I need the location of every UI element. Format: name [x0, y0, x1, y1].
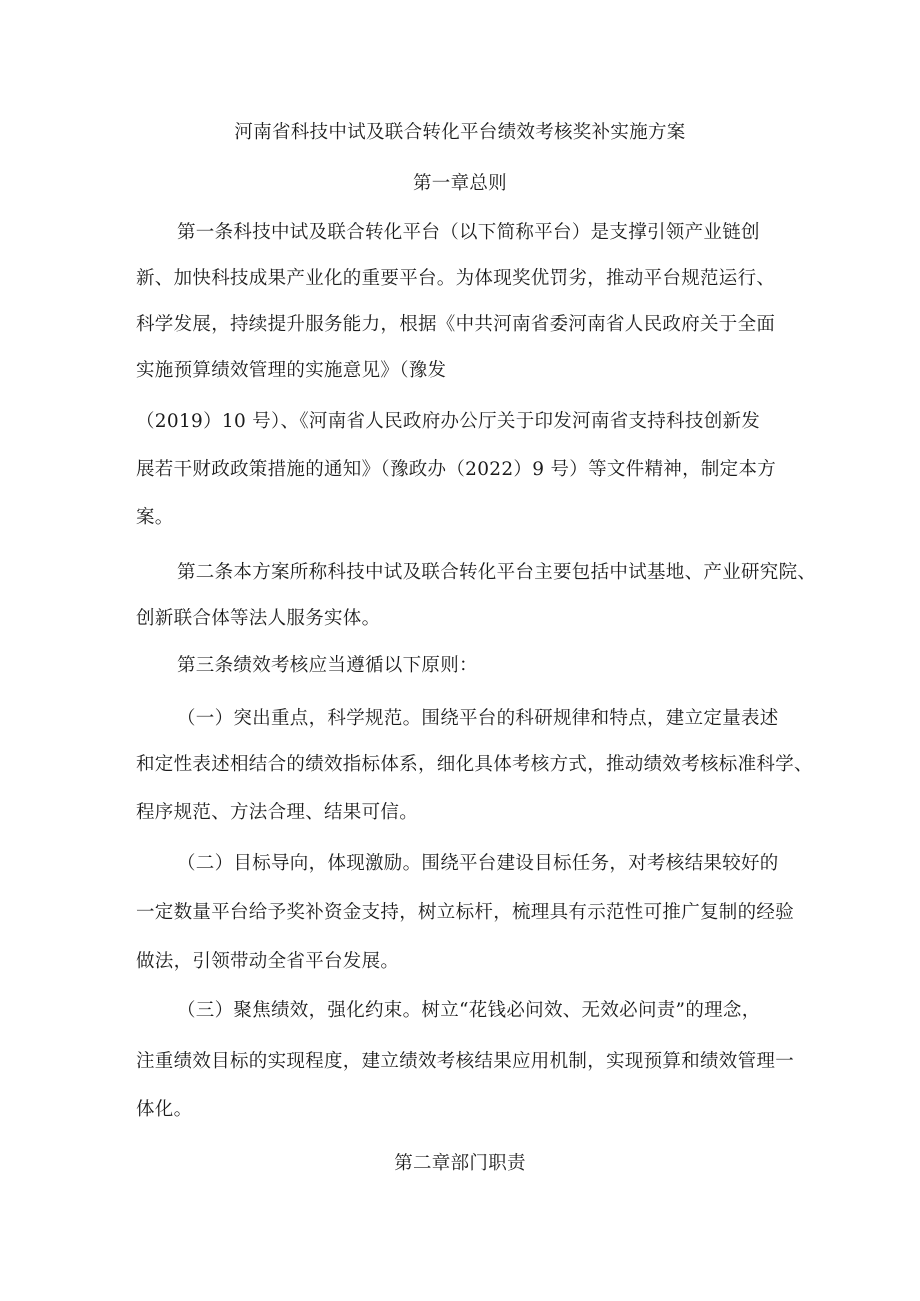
- article-1-line: （2019）10 号）、《河南省人民政府办公厅关于印发河南省支持科技创新发: [136, 411, 761, 432]
- principle-3-line: 注重绩效目标的实现程度，建立绩效考核结果应用机制，实现预算和绩效管理一: [136, 1051, 795, 1072]
- article-3-line: 第三条绩效考核应当遵循以下原则：: [177, 655, 478, 676]
- principle-3-line: （三）聚焦绩效，强化约束。树立“花钱必问效、无效必问责”的理念，: [177, 1000, 761, 1021]
- principle-3-line: 体化。: [136, 1099, 193, 1120]
- article-1-line: 第一条科技中试及联合转化平台（以下简称平台）是支撑引领产业链创: [177, 222, 760, 243]
- article-1-line: 实施预算绩效管理的实施意见》（豫发: [136, 360, 447, 381]
- document-title: 河南省科技中试及联合转化平台绩效考核奖补实施方案: [234, 122, 686, 143]
- article-1-line: 科学发展，持续提升服务能力，根据《中共河南省委河南省人民政府关于全面: [136, 314, 776, 335]
- principle-1-line: 程序规范、方法合理、结果可信。: [136, 802, 419, 823]
- principle-1-line: 和定性表述相结合的绩效指标体系，细化具体考核方式，推动绩效考核标准科学、: [136, 754, 813, 775]
- article-2-line: 创新联合体等法人服务实体。: [136, 608, 381, 629]
- principle-2-line: 做法，引领带动全省平台发展。: [136, 951, 400, 972]
- chapter-2-heading: 第二章部门职责: [394, 1153, 526, 1174]
- article-1-line: 案。: [136, 507, 174, 528]
- principle-2-line: （二）目标导向，体现激励。围绕平台建设目标任务，对考核结果较好的: [177, 853, 779, 874]
- chapter-1-heading: 第一章总则: [412, 173, 507, 194]
- principle-2-line: 一定数量平台给予奖补资金支持，树立标杆，梳理具有示范性可推广复制的经验: [136, 902, 795, 923]
- article-1-line: 新、加快科技成果产业化的重要平台。为体现奖优罚劣，推动平台规范运行、: [136, 268, 776, 289]
- article-1-line: 展若干财政政策措施的通知》（豫政办（2022）9 号）等文件精神，制定本方: [136, 459, 777, 480]
- article-2-line: 第二条本方案所称科技中试及联合转化平台主要包括中试基地、产业研究院、: [177, 562, 817, 583]
- principle-1-line: （一）突出重点，科学规范。围绕平台的科研规律和特点，建立定量表述: [177, 708, 779, 729]
